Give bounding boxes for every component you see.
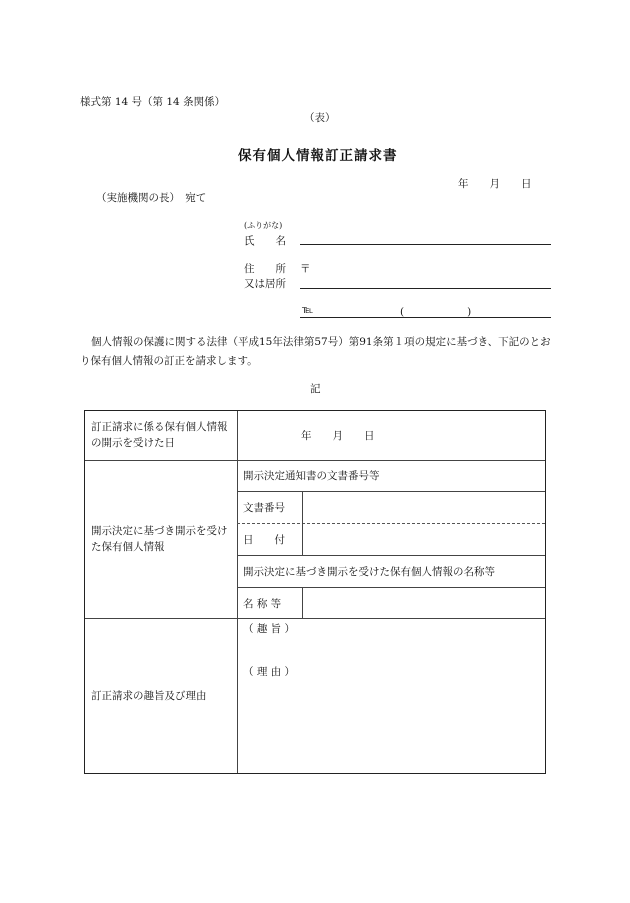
addressee: （実施機関の長） 宛て <box>96 192 207 204</box>
tel-label: ℡ <box>302 304 314 316</box>
row2-label: 開示決定に基づき開示を受けた保有個人情報 <box>91 525 228 553</box>
info-name-field[interactable] <box>304 589 544 617</box>
row3-label: 訂正請求の趣旨及び理由 <box>91 690 207 702</box>
doc-number-field[interactable] <box>304 493 544 522</box>
row2-divider <box>85 618 545 619</box>
name-label-divider <box>302 587 303 618</box>
request-form-table <box>84 410 546 774</box>
notice-header-divider <box>237 491 545 492</box>
row1-divider <box>85 460 545 461</box>
row1-date-field[interactable]: 年 月 日 <box>301 430 375 442</box>
purpose-reason-field[interactable] <box>240 637 542 769</box>
address-label: 住 所 <box>244 263 286 275</box>
residence-label: 又は居所 <box>244 278 286 290</box>
doc-number-divider <box>237 523 545 524</box>
form-number: 様式第 14 号（第 14 条関係） <box>80 96 226 108</box>
tel-field-line[interactable] <box>300 317 551 318</box>
info-name-header-divider <box>237 587 545 588</box>
name-label: 氏 名 <box>244 235 286 247</box>
name-field-line[interactable] <box>300 244 551 245</box>
row1-label: 訂正請求に係る保有個人情報の開示を受けた日 <box>91 421 228 449</box>
purpose-label: （ 趣 旨 ） <box>243 623 296 635</box>
tel-parens: ( ) <box>400 306 472 318</box>
date-field[interactable] <box>304 525 544 554</box>
page-title: 保有個人情報訂正請求書 <box>238 148 398 164</box>
notice-header: 開示決定通知書の文書番号等 <box>243 470 380 482</box>
reason-label: （ 理 由 ） <box>243 666 296 678</box>
label-column-divider <box>237 411 238 773</box>
doc-label-divider <box>302 491 303 555</box>
form-side-label: （表） <box>304 112 336 124</box>
date-line: 年 月 日 <box>458 178 532 190</box>
date-divider <box>237 555 545 556</box>
ki-label: 記 <box>310 383 321 395</box>
date-label: 日 付 <box>243 534 285 546</box>
address-field-line[interactable] <box>300 288 551 289</box>
postal-mark: 〒 <box>300 263 311 275</box>
furigana-label: (ふりがな) <box>244 221 283 230</box>
request-paragraph: 個人情報の保護に関する法律（平成15年法律第57号）第91条第１項の規定に基づき、下記のとおり保有個人情報の訂正を請求します。 <box>80 336 551 367</box>
doc-number-label: 文書番号 <box>243 502 285 514</box>
info-name-header: 開示決定に基づき開示を受けた保有個人情報の名称等 <box>243 566 495 578</box>
info-name-label: 名 称 等 <box>243 598 282 610</box>
